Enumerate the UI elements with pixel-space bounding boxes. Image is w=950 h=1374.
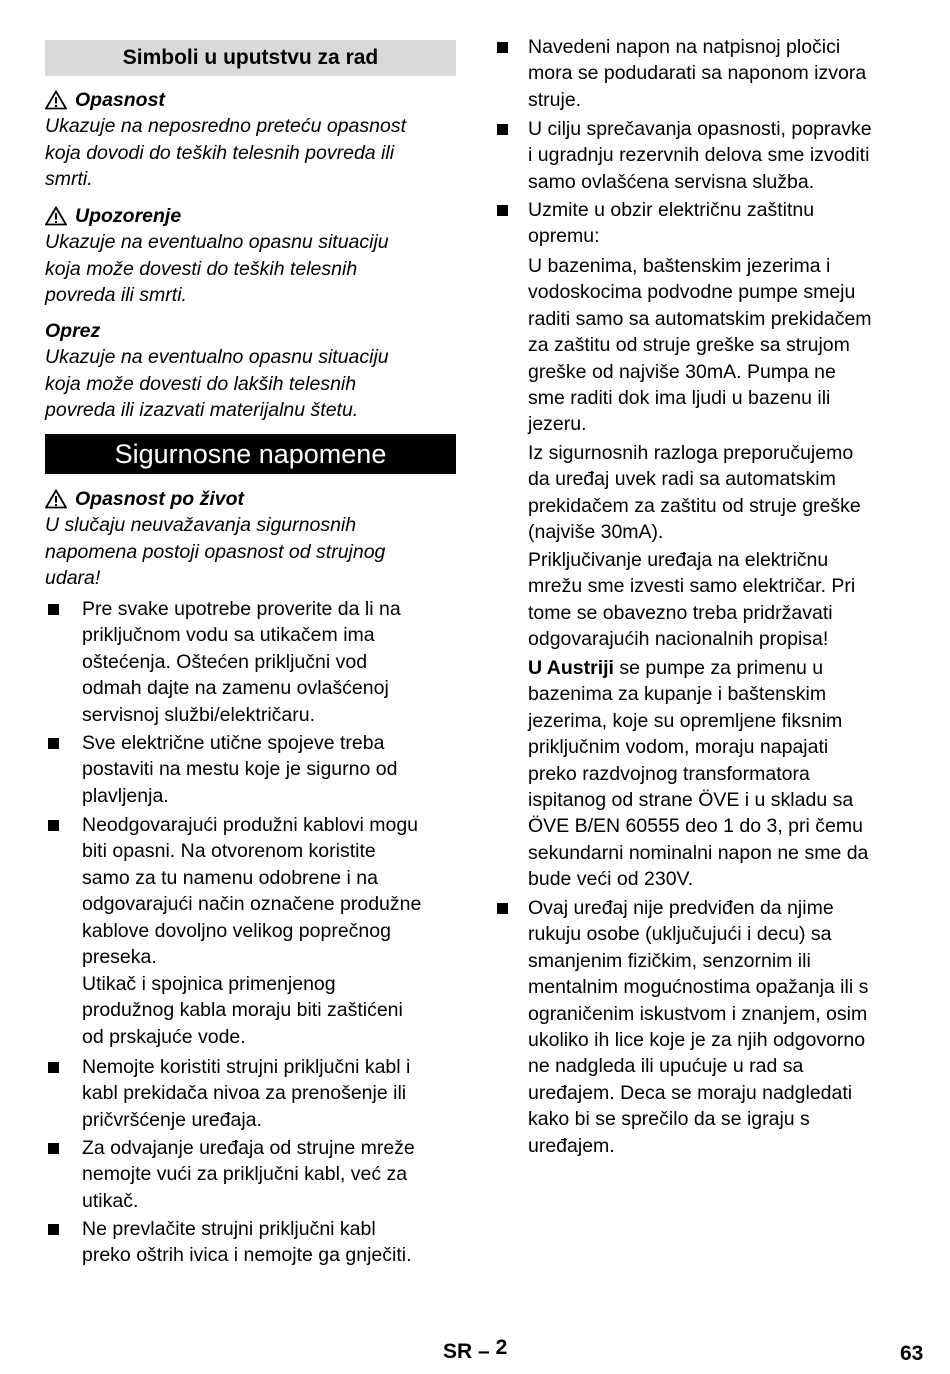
warning-label: Upozorenje	[75, 205, 182, 227]
rcd-recommendation-note: Iz sigurnosnih razloga preporučujemo da uređaj uvek radi sa automatskim prekidačem za zaštitu od struje greške (najviše 30mA).	[528, 442, 861, 544]
danger-label: Opasnost	[75, 89, 165, 111]
caution-label: Oprez	[45, 320, 101, 342]
bullet-square-icon	[48, 604, 59, 615]
bullet-square-icon	[497, 903, 508, 914]
bullet-square-icon	[48, 1062, 59, 1073]
bullet-square-icon	[497, 124, 508, 135]
bullet-square-icon	[48, 820, 59, 831]
pool-pump-note: U bazenima, baštenskim jezerima i vodoskocima podvodne pumpe smeju raditi samo sa automatskim prekidačem za zaštitu od struje greške sa strujom greške od najviše 30mA. Pumpa ne sme raditi dok ima ljudi u bazenu ili jezeru.	[528, 255, 872, 436]
life-danger-text: U slučaju neuvažavanja sigurnosnih napomena postoji opasnost od strujnog udara!	[45, 514, 386, 590]
warning-text: Ukazuje na eventualno opasnu situaciju koja može dovesti do teških telesnih povreda ili smrti.	[45, 231, 389, 307]
caution-text: Ukazuje na eventualno opasnu situaciju koja može dovesti do lakših telesnih povreda ili izazvati materijalnu štetu.	[45, 346, 389, 422]
warning-block	[45, 203, 457, 309]
footer-section-marker: SR – 2	[443, 1336, 508, 1363]
warning-triangle-icon	[45, 206, 67, 226]
austria-note: U Austriji se pumpe za primenu u bazenima za kupanje i baštenskim jezerima, koje su opremljene fiksnim priključnim vodom, moraju napajati preko razdvojnog transformatora ispitanog od strane ÖVE i u skladu sa ÖVE B/EN 60555 deo 1 do 3, pri čemu sekundarni nominalni napon ne sme da bude veći od 230V.	[528, 657, 869, 891]
section-title-safety: Sigurnosne napomene	[45, 434, 456, 474]
section-title-symbols: Simboli u uputstvu za rad	[45, 40, 456, 76]
austria-bold: U Austriji	[528, 657, 614, 679]
bullet-square-icon	[497, 42, 508, 53]
caution-block	[45, 318, 457, 424]
bullet-square-icon	[48, 1224, 59, 1235]
life-danger-label: Opasnost po život	[75, 488, 245, 510]
warning-triangle-icon	[45, 489, 67, 509]
extension-cable-note: Utikač i spojnica primenjenog produžnog kabla moraju biti zaštićeni od prskajuće vode.	[82, 973, 403, 1048]
bullet-square-icon	[48, 1143, 59, 1154]
page-number: 63	[900, 1342, 924, 1365]
life-danger-block	[45, 486, 457, 592]
bullet-square-icon	[497, 205, 508, 216]
warning-triangle-icon	[45, 90, 67, 110]
bullet-square-icon	[48, 738, 59, 749]
danger-text: Ukazuje na neposredno preteću opasnost koja dovodi do teških telesnih povreda ili smrti.	[45, 115, 406, 191]
electrician-note: Priključivanje uređaja na električnu mrežu sme izvesti samo električar. Pri tome se obavezno treba pridržavati odgovarajućih nacionalnih propisa!	[528, 549, 856, 651]
danger-block	[45, 87, 457, 193]
